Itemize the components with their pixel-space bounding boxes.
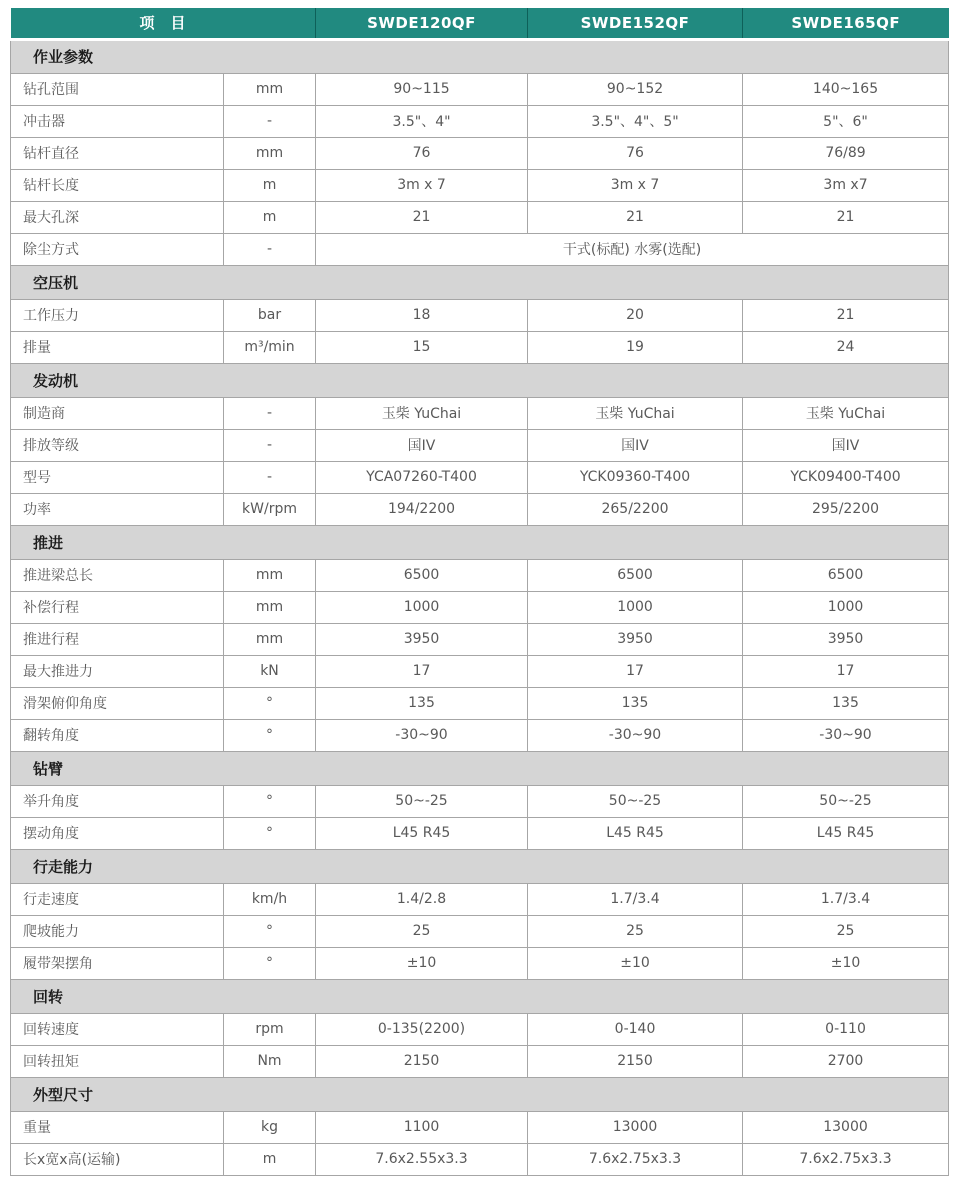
section-row	[11, 39, 949, 73]
value-cell: 19	[528, 331, 743, 363]
value-cell: L45 R45	[743, 817, 949, 849]
value-cell: 50~-25	[743, 785, 949, 817]
section-title: 回转	[11, 979, 949, 1013]
section-row	[11, 525, 949, 559]
unit-cell: mm	[224, 73, 316, 105]
value-cell: 25	[743, 915, 949, 947]
value-cell: 265/2200	[528, 493, 743, 525]
table-row	[11, 299, 949, 331]
table-row	[11, 233, 949, 265]
value-cell: 国IV	[528, 429, 743, 461]
item-name: 补偿行程	[11, 591, 224, 623]
table-row	[11, 883, 949, 915]
unit-cell: m	[224, 201, 316, 233]
value-cell: 5"、6"	[743, 105, 949, 137]
item-name: 最大孔深	[11, 201, 224, 233]
value-cell: 6500	[316, 559, 528, 591]
value-cell: ±10	[743, 947, 949, 979]
value-cell: 13000	[528, 1111, 743, 1143]
table-row	[11, 1111, 949, 1143]
value-cell: 21	[528, 201, 743, 233]
item-name: 滑架俯仰角度	[11, 687, 224, 719]
value-cell: ±10	[316, 947, 528, 979]
table-row	[11, 1045, 949, 1077]
unit-cell: kN	[224, 655, 316, 687]
value-cell: 1.4/2.8	[316, 883, 528, 915]
unit-cell: m	[224, 1143, 316, 1175]
value-cell: 国IV	[743, 429, 949, 461]
table-row	[11, 1143, 949, 1175]
section-title: 钻臂	[11, 751, 949, 785]
value-cell: 15	[316, 331, 528, 363]
table-row	[11, 105, 949, 137]
section-row	[11, 363, 949, 397]
table-row	[11, 687, 949, 719]
unit-cell: kg	[224, 1111, 316, 1143]
value-cell: 17	[528, 655, 743, 687]
value-cell: 135	[743, 687, 949, 719]
item-name: 除尘方式	[11, 233, 224, 265]
item-name: 重量	[11, 1111, 224, 1143]
value-cell: 3950	[316, 623, 528, 655]
item-name: 制造商	[11, 397, 224, 429]
section-title: 推进	[11, 525, 949, 559]
unit-cell: °	[224, 785, 316, 817]
value-cell: 3950	[743, 623, 949, 655]
value-cell: 1.7/3.4	[528, 883, 743, 915]
unit-cell: m³/min	[224, 331, 316, 363]
value-cell: 135	[528, 687, 743, 719]
table-row	[11, 947, 949, 979]
item-name: 长x宽x高(运输)	[11, 1143, 224, 1175]
value-cell: 25	[316, 915, 528, 947]
value-cell: 6500	[528, 559, 743, 591]
value-cell: ±10	[528, 947, 743, 979]
header-model-swde165qf: SWDE165QF	[743, 8, 949, 39]
value-cell: 0-140	[528, 1013, 743, 1045]
value-cell: 76	[316, 137, 528, 169]
table-row	[11, 169, 949, 201]
value-cell: 295/2200	[743, 493, 949, 525]
item-name: 举升角度	[11, 785, 224, 817]
value-cell: 3m x7	[743, 169, 949, 201]
unit-cell: -	[224, 461, 316, 493]
section-row	[11, 849, 949, 883]
value-cell: 18	[316, 299, 528, 331]
value-cell: 21	[743, 299, 949, 331]
section-row	[11, 751, 949, 785]
item-name: 排量	[11, 331, 224, 363]
item-name: 履带架摆角	[11, 947, 224, 979]
value-cell: 2150	[528, 1045, 743, 1077]
value-cell: 76/89	[743, 137, 949, 169]
unit-cell: mm	[224, 137, 316, 169]
table-row	[11, 915, 949, 947]
table-row	[11, 817, 949, 849]
value-cell: YCK09400-T400	[743, 461, 949, 493]
table-row	[11, 655, 949, 687]
value-cell: 1000	[316, 591, 528, 623]
unit-cell: kW/rpm	[224, 493, 316, 525]
value-cell: 3m x 7	[316, 169, 528, 201]
section-title: 外型尺寸	[11, 1077, 949, 1111]
value-cell: -30~90	[528, 719, 743, 751]
value-cell: -30~90	[316, 719, 528, 751]
value-cell: 24	[743, 331, 949, 363]
item-name: 钻杆长度	[11, 169, 224, 201]
table-header-row	[11, 8, 949, 39]
unit-cell: °	[224, 947, 316, 979]
value-cell: 17	[316, 655, 528, 687]
value-cell: 21	[316, 201, 528, 233]
value-cell: 3950	[528, 623, 743, 655]
value-cell: 76	[528, 137, 743, 169]
value-cell: 20	[528, 299, 743, 331]
unit-cell: °	[224, 719, 316, 751]
section-row	[11, 265, 949, 299]
value-cell: 25	[528, 915, 743, 947]
item-name: 翻转角度	[11, 719, 224, 751]
unit-cell: km/h	[224, 883, 316, 915]
value-cell: 90~152	[528, 73, 743, 105]
unit-cell: m	[224, 169, 316, 201]
value-cell: 6500	[743, 559, 949, 591]
value-cell: 50~-25	[316, 785, 528, 817]
value-cell: 1100	[316, 1111, 528, 1143]
item-name: 排放等级	[11, 429, 224, 461]
item-name: 功率	[11, 493, 224, 525]
value-cell: 2150	[316, 1045, 528, 1077]
value-cell: 玉柴 YuChai	[316, 397, 528, 429]
section-title: 发动机	[11, 363, 949, 397]
value-cell: 7.6x2.75x3.3	[743, 1143, 949, 1175]
section-title: 空压机	[11, 265, 949, 299]
value-cell: L45 R45	[528, 817, 743, 849]
spec-table	[10, 8, 949, 1176]
table-row	[11, 331, 949, 363]
value-cell: 17	[743, 655, 949, 687]
item-name: 推进梁总长	[11, 559, 224, 591]
table-row	[11, 73, 949, 105]
table-row	[11, 623, 949, 655]
value-cell: 194/2200	[316, 493, 528, 525]
spec-table-body	[11, 39, 949, 1175]
item-name: 最大推进力	[11, 655, 224, 687]
unit-cell: °	[224, 817, 316, 849]
value-cell: 1000	[743, 591, 949, 623]
value-cell: 7.6x2.75x3.3	[528, 1143, 743, 1175]
value-cell: 50~-25	[528, 785, 743, 817]
value-cell: YCK09360-T400	[528, 461, 743, 493]
value-cell: 3.5"、4"	[316, 105, 528, 137]
table-row	[11, 591, 949, 623]
item-name: 回转速度	[11, 1013, 224, 1045]
item-name: 钻孔范围	[11, 73, 224, 105]
value-cell: 3m x 7	[528, 169, 743, 201]
table-row	[11, 493, 949, 525]
value-cell: -30~90	[743, 719, 949, 751]
value-cell: 1.7/3.4	[743, 883, 949, 915]
value-cell: 国IV	[316, 429, 528, 461]
table-row	[11, 559, 949, 591]
item-name: 爬坡能力	[11, 915, 224, 947]
table-row	[11, 201, 949, 233]
value-cell: 21	[743, 201, 949, 233]
value-cell: 玉柴 YuChai	[528, 397, 743, 429]
value-cell-spanned: 干式(标配) 水雾(选配)	[316, 233, 949, 265]
value-cell: 140~165	[743, 73, 949, 105]
unit-cell: mm	[224, 623, 316, 655]
value-cell: 玉柴 YuChai	[743, 397, 949, 429]
unit-cell: bar	[224, 299, 316, 331]
value-cell: 3.5"、4"、5"	[528, 105, 743, 137]
unit-cell: °	[224, 687, 316, 719]
item-name: 钻杆直径	[11, 137, 224, 169]
value-cell: L45 R45	[316, 817, 528, 849]
unit-cell: °	[224, 915, 316, 947]
header-item-label: 项 目	[11, 8, 316, 39]
section-title: 作业参数	[11, 39, 949, 73]
unit-cell: Nm	[224, 1045, 316, 1077]
item-name: 冲击器	[11, 105, 224, 137]
unit-cell: -	[224, 397, 316, 429]
section-title: 行走能力	[11, 849, 949, 883]
item-name: 摆动角度	[11, 817, 224, 849]
unit-cell: -	[224, 105, 316, 137]
table-row	[11, 137, 949, 169]
table-row	[11, 429, 949, 461]
header-model-swde152qf: SWDE152QF	[528, 8, 743, 39]
table-row	[11, 785, 949, 817]
unit-cell: rpm	[224, 1013, 316, 1045]
section-row	[11, 979, 949, 1013]
item-name: 型号	[11, 461, 224, 493]
value-cell: 0-135(2200)	[316, 1013, 528, 1045]
unit-cell: -	[224, 429, 316, 461]
value-cell: 90~115	[316, 73, 528, 105]
section-row	[11, 1077, 949, 1111]
unit-cell: -	[224, 233, 316, 265]
item-name: 行走速度	[11, 883, 224, 915]
value-cell: 13000	[743, 1111, 949, 1143]
unit-cell: mm	[224, 559, 316, 591]
item-name: 工作压力	[11, 299, 224, 331]
value-cell: 0-110	[743, 1013, 949, 1045]
header-model-swde120qf: SWDE120QF	[316, 8, 528, 39]
table-row	[11, 1013, 949, 1045]
table-row	[11, 397, 949, 429]
item-name: 回转扭矩	[11, 1045, 224, 1077]
unit-cell: mm	[224, 591, 316, 623]
table-row	[11, 461, 949, 493]
value-cell: 7.6x2.55x3.3	[316, 1143, 528, 1175]
value-cell: 2700	[743, 1045, 949, 1077]
table-row	[11, 719, 949, 751]
item-name: 推进行程	[11, 623, 224, 655]
value-cell: 135	[316, 687, 528, 719]
value-cell: 1000	[528, 591, 743, 623]
value-cell: YCA07260-T400	[316, 461, 528, 493]
